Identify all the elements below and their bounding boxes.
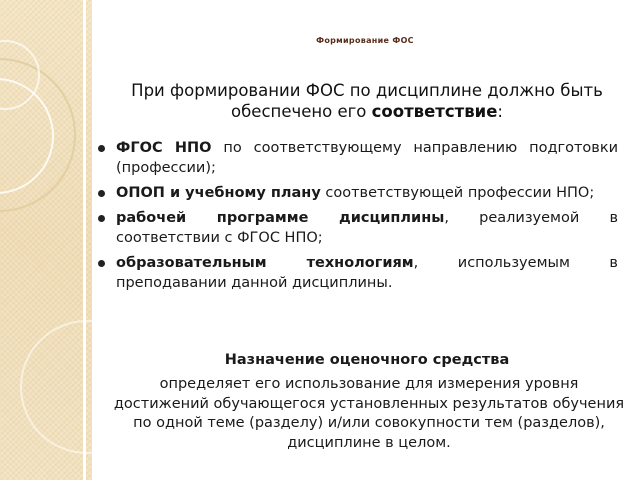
decorative-divider-line bbox=[83, 0, 86, 480]
intro-text: При формировании ФОС по дисциплине должно быть обеспечено его bbox=[131, 81, 603, 121]
bullet-dot-icon bbox=[98, 215, 105, 222]
bullet-dot-icon bbox=[98, 145, 105, 152]
requirements-list bbox=[96, 138, 618, 298]
bullet-dot-icon bbox=[98, 260, 105, 267]
purpose-paragraph: определяет его использование для измерения уровня достижений обучающегося установленных результатов обучения по одной теме (разделу) и/или совокупности тем (разделов), дисциплине в целом. bbox=[113, 376, 625, 451]
list-item bbox=[96, 208, 618, 248]
decorative-ring bbox=[20, 320, 92, 454]
list-item-text: по соответствующему направлению подготовки (профессии); bbox=[116, 140, 619, 176]
slide-title: Формирование ФОС bbox=[316, 36, 414, 45]
purpose-heading: Назначение оценочного средства bbox=[224, 352, 510, 368]
intro-paragraph bbox=[112, 80, 622, 122]
list-item-bold: ФГОС НПО bbox=[116, 140, 212, 156]
intro-emphasis: соответствие bbox=[371, 102, 498, 121]
list-item-text: соответствующей профессии НПО; bbox=[320, 185, 595, 201]
list-item bbox=[96, 183, 618, 203]
list-item-bold: ОПОП и учебному плану bbox=[116, 185, 321, 201]
list-item bbox=[96, 253, 618, 293]
list-item-text: , реализуемой в соответствии с ФГОС НПО; bbox=[116, 210, 618, 246]
list-item-bold: рабочей программе дисциплины bbox=[116, 210, 445, 226]
list-item-text: , используемым в преподавании данной дисциплины. bbox=[116, 255, 618, 291]
decorative-side-strip bbox=[0, 0, 92, 480]
intro-colon: : bbox=[497, 102, 503, 121]
bullet-dot-icon bbox=[98, 190, 105, 197]
list-item bbox=[96, 138, 618, 178]
list-item-bold: образовательным технологиям bbox=[116, 255, 414, 271]
